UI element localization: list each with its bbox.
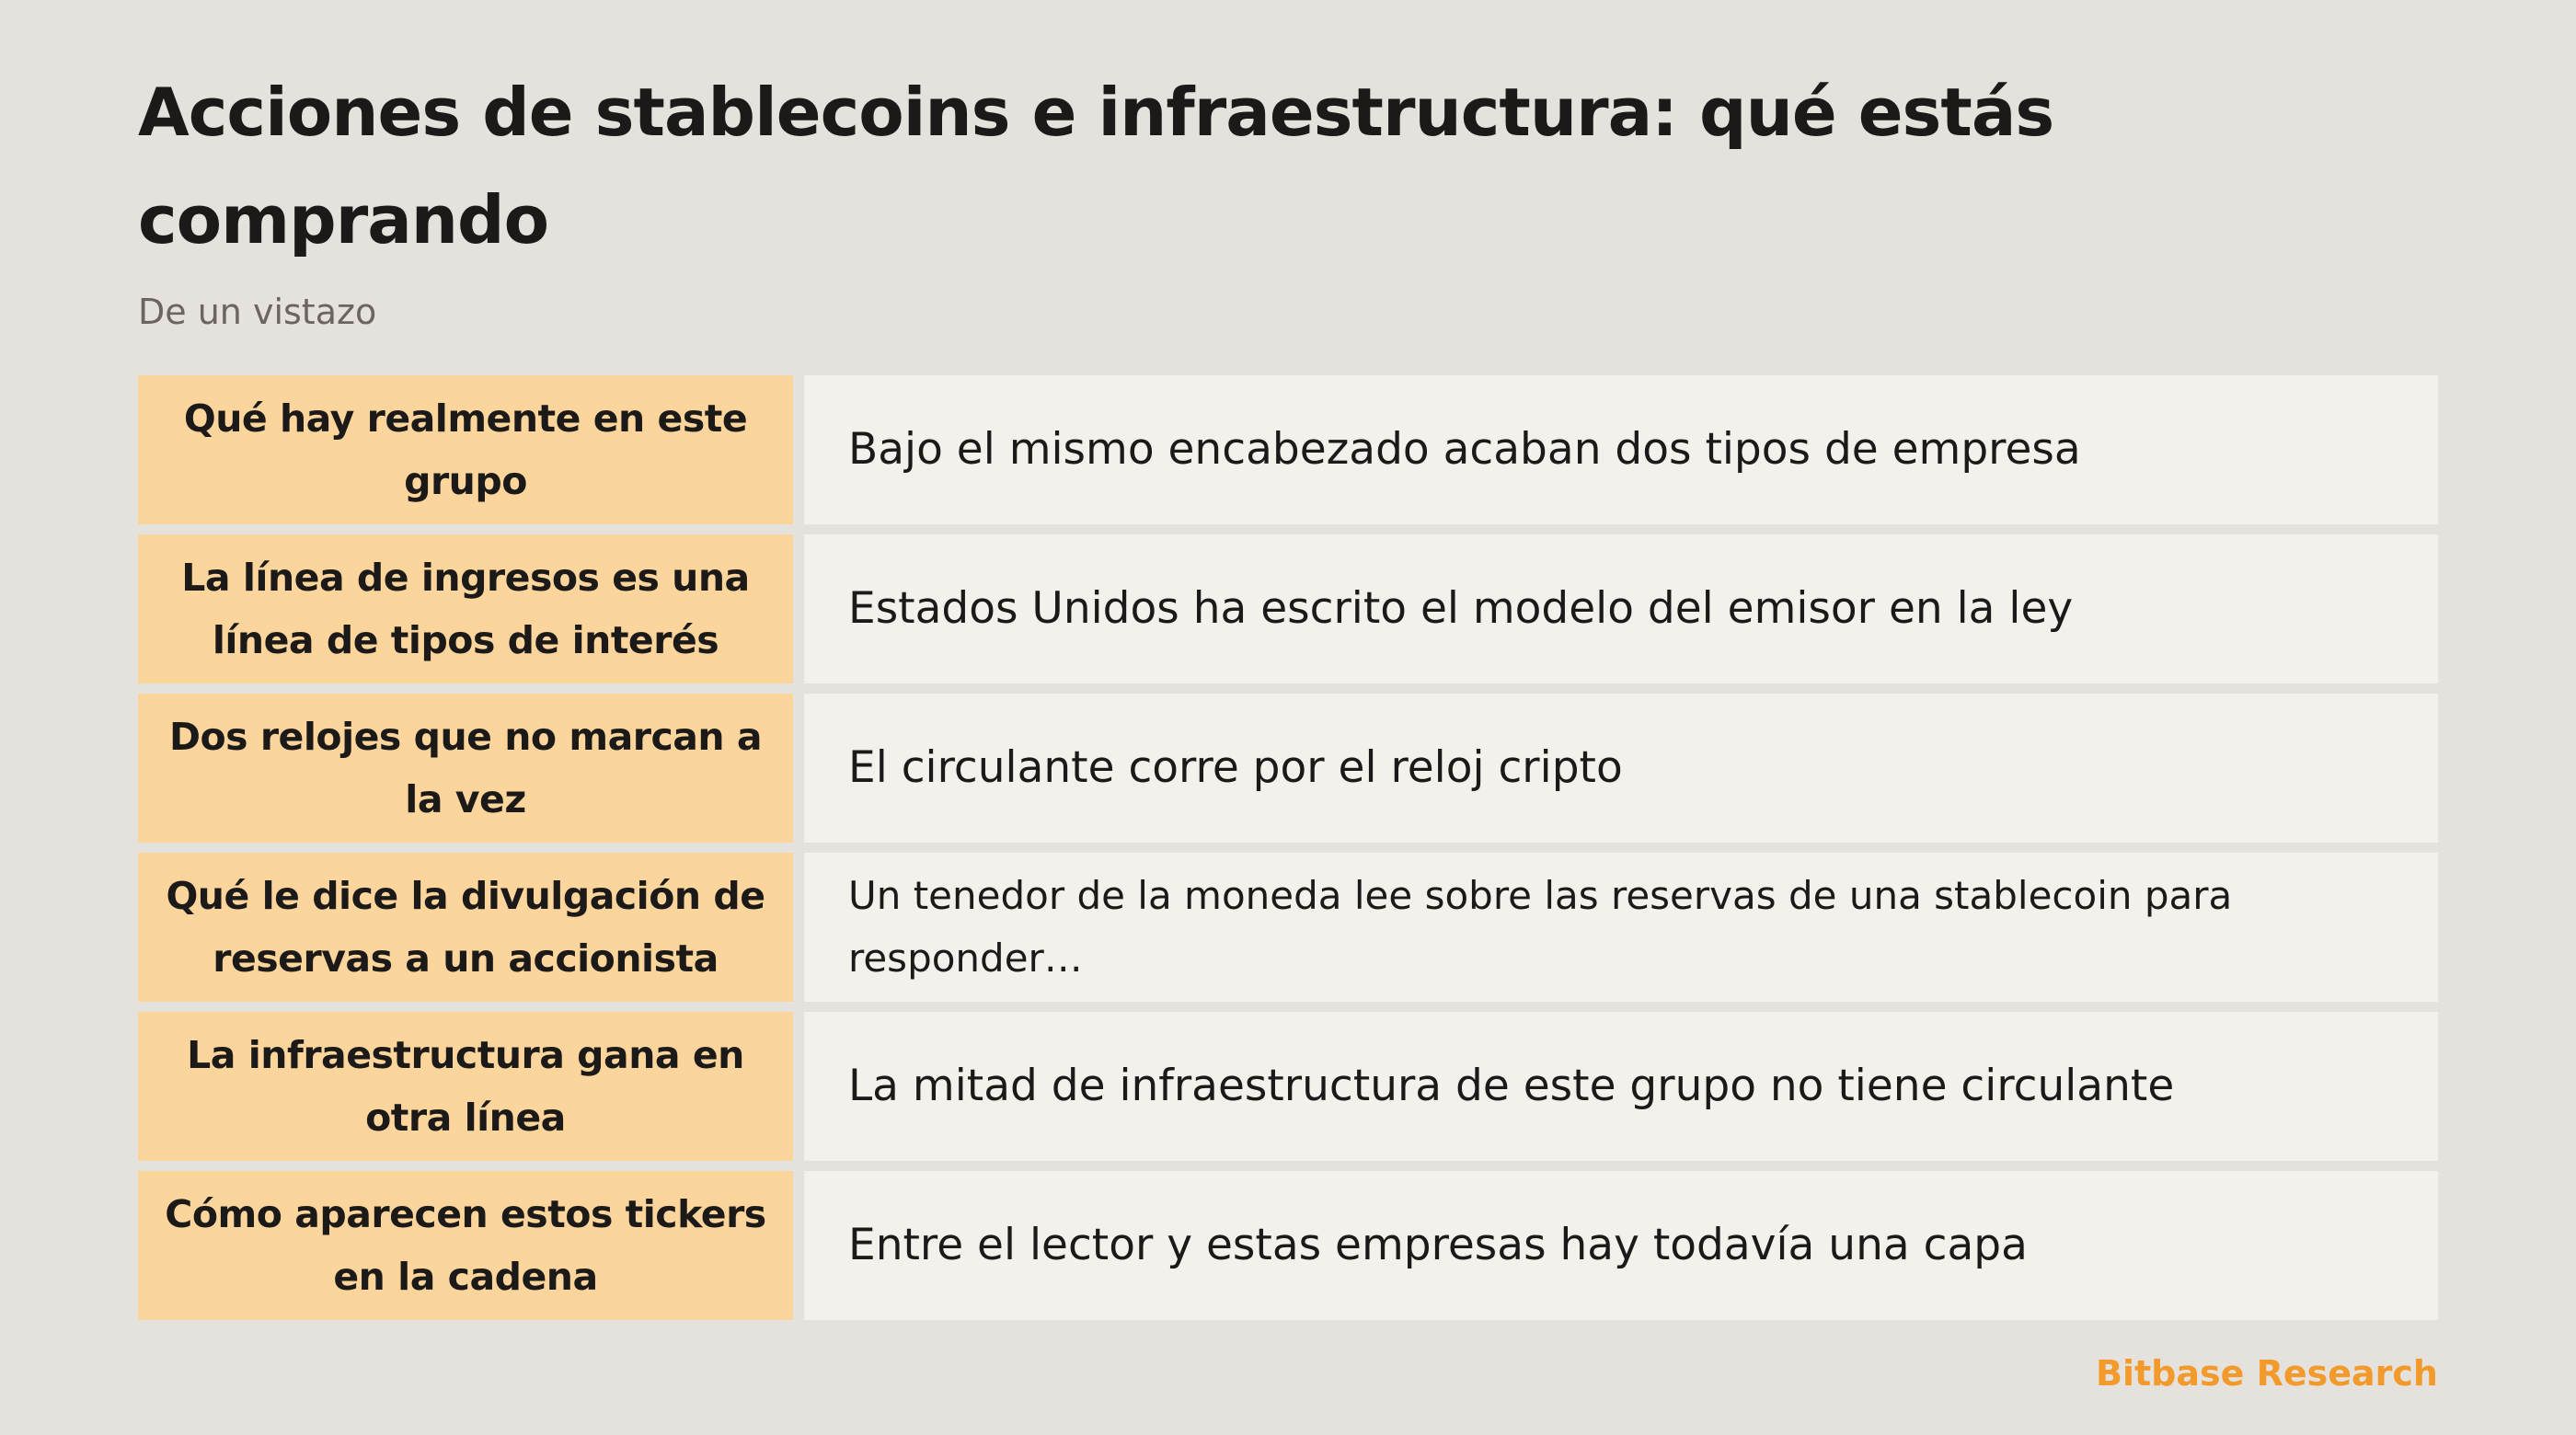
row-value: La mitad de infraestructura de este grupo no tiene circulante	[848, 1061, 2175, 1111]
row-value: Un tenedor de la moneda lee sobre las reservas de una stablecoin para responder…	[848, 873, 2233, 981]
table-row	[138, 534, 2438, 683]
row-value-cell	[804, 375, 2438, 524]
row-label-cell	[138, 375, 793, 524]
row-value: Entre el lector y estas empresas hay todavía una capa	[848, 1220, 2028, 1270]
row-label: Qué le dice la divulgación de reservas a un accionista	[166, 874, 765, 981]
row-label: La línea de ingresos es una línea de tipos de interés	[181, 556, 750, 662]
row-value-cell	[804, 1012, 2438, 1161]
summary-table	[138, 375, 2438, 1320]
table-row	[138, 1012, 2438, 1161]
page-subtitle: De un vistazo	[138, 292, 377, 332]
page	[138, 59, 2438, 1299]
row-label-cell	[138, 534, 793, 683]
row-label-cell	[138, 694, 793, 843]
table-row	[138, 375, 2438, 524]
brand-footer: Bitbase Research	[2095, 1353, 2438, 1394]
row-value: Estados Unidos ha escrito el modelo del emisor en la ley	[848, 583, 2074, 634]
row-label: La infraestructura gana en otra línea	[187, 1033, 744, 1140]
row-value-cell	[804, 534, 2438, 683]
row-label: Cómo aparecen estos tickers en la cadena	[165, 1192, 766, 1299]
row-label: Dos relojes que no marcan a la vez	[168, 715, 763, 821]
page-title: Acciones de stablecoins e infraestructura: qué estás comprando	[138, 74, 2054, 258]
table-row	[138, 694, 2438, 843]
row-value: El circulante corre por el reloj cripto	[848, 742, 1623, 793]
row-label-cell	[138, 1171, 793, 1320]
row-value: Bajo el mismo encabezado acaban dos tipos de empresa	[848, 424, 2081, 475]
row-value-cell	[804, 1171, 2438, 1320]
row-value-cell	[804, 694, 2438, 843]
row-label-cell	[138, 1012, 793, 1161]
table-row	[138, 853, 2438, 1002]
table-row	[138, 1171, 2438, 1320]
row-value-cell	[804, 853, 2438, 1002]
row-label-cell	[138, 853, 793, 1002]
row-label: Qué hay realmente en este grupo	[183, 396, 748, 503]
